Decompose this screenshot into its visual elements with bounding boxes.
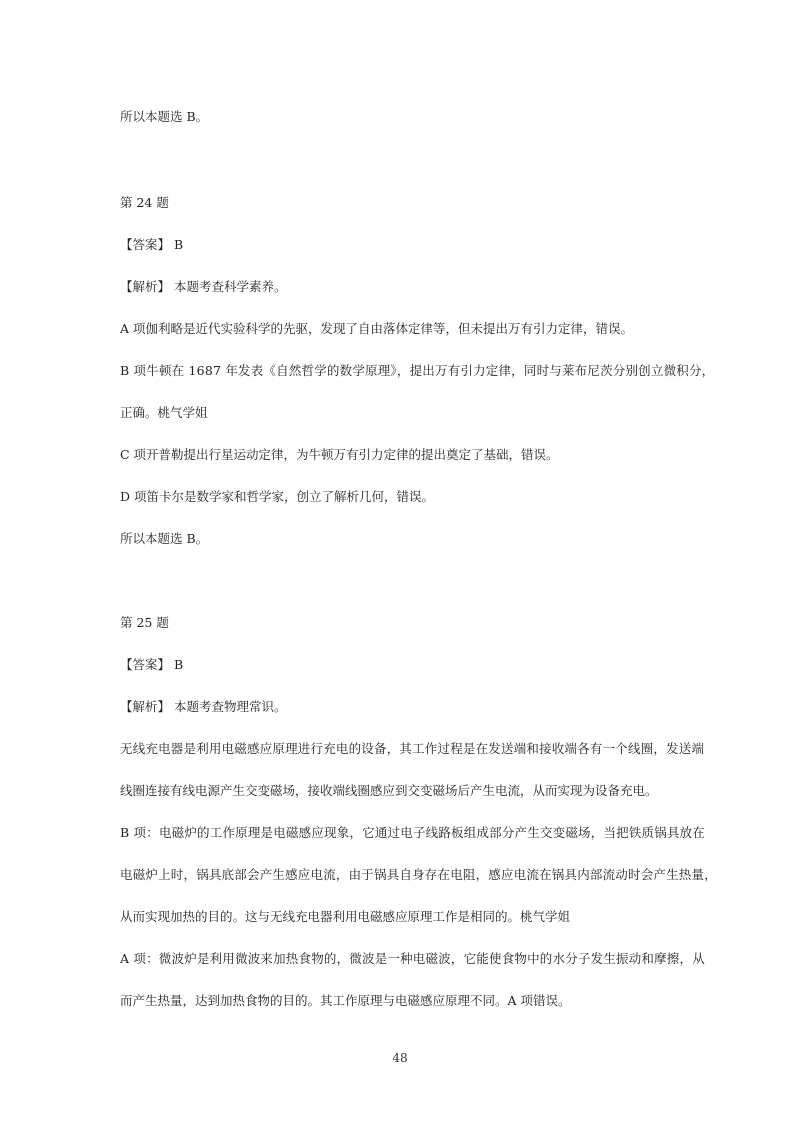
question-24-option-b-line1: B 项牛顿在 1687 年发表《自然哲学的数学原理》，提出万有引力定律，同时与莱布尼茨分别创立微积分， [120,363,715,378]
question-24-option-a: A 项伽利略是近代实验科学的先驱，发现了自由落体定律等，但未提出万有引力定律，错误。 [120,321,634,336]
question-25-option-a-line1: A 项：微波炉是利用微波来加热食物的，微波是一种电磁波，它能使食物中的水分子发生振动和摩擦，从 [120,951,705,966]
question-25-answer: 【答案】 B [120,657,184,672]
conclusion-text-23: 所以本题选 B。 [120,109,209,124]
question-24-analysis-label: 【解析】 本题考查科学素养。 [120,279,287,294]
question-25-heading: 第 25 题 [120,615,169,630]
question-25-intro-line1: 无线充电器是利用电磁感应原理进行充电的设备，其工作过程是在发送端和接收端各有一个线圈，发送端 [120,741,705,756]
question-25-option-b-line1: B 项：电磁炉的工作原理是电磁感应现象，它通过电子线路板组成部分产生交变磁场，当把铁质锅具放在 [120,825,706,840]
question-25-option-b-line3: 从而实现加热的目的。这与无线充电器利用电磁感应原理工作是相同的。桃气学姐 [120,909,571,924]
question-24-option-c: C 项开普勒提出行星运动定律，为牛顿万有引力定律的提出奠定了基础，错误。 [120,447,559,462]
question-24-heading: 第 24 题 [120,195,169,210]
question-25-analysis-label: 【解析】 本题考查物理常识。 [120,699,287,714]
question-25-option-a-line2: 而产生热量，达到加热食物的目的。其工作原理与电磁感应原理不同。A 项错误。 [120,993,571,1008]
question-24-option-d: D 项笛卡尔是数学家和哲学家，创立了解析几何，错误。 [120,489,434,504]
question-24-conclusion: 所以本题选 B。 [120,531,209,546]
question-25-option-b-line2: 电磁炉上时，锅具底部会产生感应电流，由于锅具自身存在电阻，感应电流在锅具内部流动时会产生热量， [120,867,717,882]
question-24-option-b-line2: 正确。桃气学姐 [120,405,208,420]
question-25-intro-line2: 线圈连接有线电源产生交变磁场，接收端线圈感应到交变磁场后产生电流，从而实现为设备充电。 [120,783,658,798]
question-24-answer: 【答案】 B [120,237,184,252]
page-number: 48 [392,1051,408,1065]
